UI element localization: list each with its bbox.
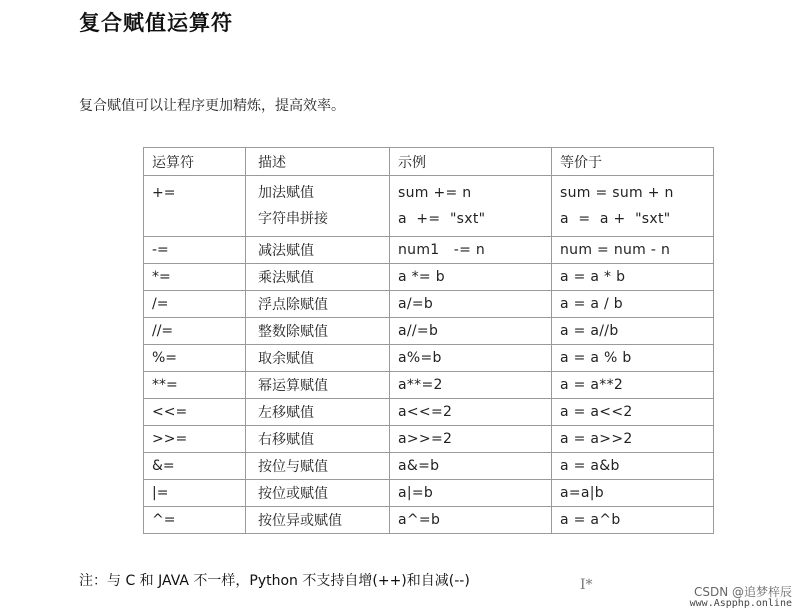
table-row xyxy=(144,291,714,318)
watermark-site: www.Aspphp.online xyxy=(689,598,792,609)
description-line: 加法赋值 xyxy=(258,185,314,201)
table-row xyxy=(144,399,714,426)
cell-example: a&=b xyxy=(390,453,552,480)
cell-example: a**=2 xyxy=(390,372,552,399)
cell-description: 减法赋值 xyxy=(246,237,390,264)
cell-example: a *= b xyxy=(390,264,552,291)
table-row xyxy=(144,453,714,480)
cell-example: a^=b xyxy=(390,507,552,534)
header-description: 描述 xyxy=(246,148,390,176)
cell-equivalent: a = a / b xyxy=(552,291,714,318)
operator-table xyxy=(143,147,714,534)
watermark-author: CSDN @追梦梓辰 xyxy=(693,585,792,599)
equivalent-line: a = a + "sxt" xyxy=(560,211,671,227)
header-equivalent: 等价于 xyxy=(552,148,714,176)
note-text: 注：与 C 和 JAVA 不一样，Python 不支持自增(++)和自减(--) xyxy=(79,573,470,589)
cell-example: a>>=2 xyxy=(390,426,552,453)
table-row xyxy=(144,426,714,453)
header-example: 示例 xyxy=(390,148,552,176)
cell-operator: /= xyxy=(144,291,246,318)
cell-equivalent: a = a % b xyxy=(552,345,714,372)
text-cursor-icon: I* xyxy=(580,577,593,593)
table-row xyxy=(144,507,714,534)
cell-equivalent: a=a|b xyxy=(552,480,714,507)
cell-description: 按位与赋值 xyxy=(246,453,390,480)
cell-example: num1 -= n xyxy=(390,237,552,264)
cell-equivalent xyxy=(552,176,714,237)
cell-description: 整数除赋值 xyxy=(246,318,390,345)
equivalent-line: sum = sum + n xyxy=(560,185,674,201)
example-line: a += "sxt" xyxy=(398,211,486,227)
cell-example: a|=b xyxy=(390,480,552,507)
cell-equivalent: a = a//b xyxy=(552,318,714,345)
cell-equivalent: a = a<<2 xyxy=(552,399,714,426)
table-header-row xyxy=(144,148,714,176)
cell-description: 按位异或赋值 xyxy=(246,507,390,534)
watermark xyxy=(690,586,792,610)
cell-example: a/=b xyxy=(390,291,552,318)
table-row xyxy=(144,237,714,264)
cell-example: a%=b xyxy=(390,345,552,372)
cell-operator: |= xyxy=(144,480,246,507)
cell-description: 浮点除赋值 xyxy=(246,291,390,318)
table-row xyxy=(144,264,714,291)
cell-equivalent: a = a>>2 xyxy=(552,426,714,453)
table-row xyxy=(144,480,714,507)
cell-operator: <<= xyxy=(144,399,246,426)
cell-description: 幂运算赋值 xyxy=(246,372,390,399)
cell-equivalent: a = a^b xyxy=(552,507,714,534)
example-line: sum += n xyxy=(398,185,472,201)
cell-operator: *= xyxy=(144,264,246,291)
cell-example: a<<=2 xyxy=(390,399,552,426)
description-line: 字符串拼接 xyxy=(258,211,328,227)
cell-operator: -= xyxy=(144,237,246,264)
page-title: 复合赋值运算符 xyxy=(79,11,233,35)
header-operator: 运算符 xyxy=(144,148,246,176)
cell-operator: += xyxy=(144,176,246,237)
cell-operator: %= xyxy=(144,345,246,372)
table-row xyxy=(144,318,714,345)
cell-equivalent: a = a&b xyxy=(552,453,714,480)
cell-description xyxy=(246,176,390,237)
cell-description: 右移赋值 xyxy=(246,426,390,453)
cell-description: 取余赋值 xyxy=(246,345,390,372)
cell-equivalent: a = a**2 xyxy=(552,372,714,399)
cell-equivalent: num = num - n xyxy=(552,237,714,264)
cell-description: 按位或赋值 xyxy=(246,480,390,507)
table-row xyxy=(144,372,714,399)
intro-text: 复合赋值可以让程序更加精炼，提高效率。 xyxy=(79,98,345,114)
cell-description: 左移赋值 xyxy=(246,399,390,426)
cell-operator: &= xyxy=(144,453,246,480)
cell-example xyxy=(390,176,552,237)
cell-operator: ^= xyxy=(144,507,246,534)
cell-example: a//=b xyxy=(390,318,552,345)
table-row xyxy=(144,176,714,237)
cell-operator: //= xyxy=(144,318,246,345)
cell-description: 乘法赋值 xyxy=(246,264,390,291)
cell-operator: >>= xyxy=(144,426,246,453)
table-row xyxy=(144,345,714,372)
cell-operator: **= xyxy=(144,372,246,399)
cell-equivalent: a = a * b xyxy=(552,264,714,291)
